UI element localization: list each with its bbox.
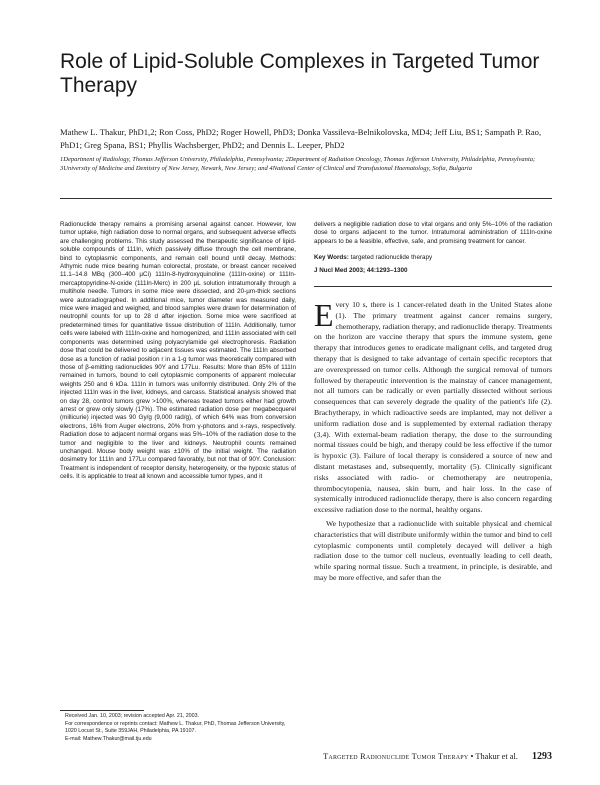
hypothesis-paragraph: We hypothesize that a radionuclide with suitable physical and chemical characteristics that will distribute uniformly within the tumor and bind to cell cytoplasmic components until completely decayed will deliver a high radiation dose to the tumor cell nucleus, eventually leading to cell death, while sparing normal tissue. Such a treatment, in principle, is desirable, and may be more effective, and safer than the: [314, 518, 552, 582]
citation: J Nucl Med 2003; 44:1293–1300: [314, 267, 408, 274]
affiliations: 1Department of Radiology, Thomas Jefferson University, Philadelphia, Pennsylvania; 2Department of Radiation Oncology, Thomas Jefferson University, Philadelphia, Pennsylvania; 3University of Medicine and Dentistry of New Jersey, Newark, New Jersey; and 4National Center of Clinical and Transfusional Haematology, Sofia, Bulgaria: [60, 156, 536, 172]
footnote-received: Received Jan. 10, 2003; revision accepted Apr. 21, 2003.: [65, 713, 199, 719]
running-footer-section: Targeted Radionuclide Tumor Therapy: [323, 752, 469, 761]
footnote-rule: [60, 710, 144, 711]
keywords-value: targeted radionuclide therapy: [350, 254, 433, 261]
abstract-left-column: Radionuclide therapy remains a promising arsenal against cancer. However, low tumor uptake, high radiation dose to normal organs, and subsequent adverse effects are challenging problems. This study assessed the therapeutic significance of lipid-soluble compounds of 111In, which passively diffuse through the cell membrane, bind to cytoplasmic components, and remain cell bound until decay. Methods: Athymic nude mice bearing human colorectal, prostate, or breast cancer received 11.1–14.8 MBq (300–400 µCi) 111In-8-hydroxyquinoline (111In-oxine) or 111In-mercaptopyridine-N-oxide (111In-Merc) in 200 µL solution intratumorally through a multihole needle. Tumors in some mice were dissected, and 20-µm-thick sections were autoradiographed. In additional mice, tumor diameter was measured daily, mice were imaged and weighed, and blood samples were drawn for determination of neutrophil counts for up to 28 d after injection. Some mice were sacrificed at predetermined times for quantitative tissue distribution of 111In. Additionally, tumor cells were labeled with 111In-oxine and homogenized, and 111In associated with cell components was determined using polyacrylamide gel electrophoresis. Radiation dose that could be delivered to adjacent tissues was estimated. The 111In absorbed dose as a function of radial position r in a 1-g tumor was theoretically compared with those of β-emitting radionuclides 90Y and 177Lu. Results: More than 85% of 111In remained in tumors, bound to cell cytoplasmic components of apparent molecular weights 250 and 6 kDa. 111In in tumors was uniformly distributed. Only 2% of the injected 111In was in the liver, kidneys, and carcass. Statistical analysis showed that on day 28, control tumors grew >100%, whereas treated tumors either had growth arrest or grew only slowly (17%). The estimated radiation dose per megabecquerel (millicurie) injected was 90 Gy/g (9,000 rad/g), of which 64% was from conversion electrons, 16% from Auger electrons, 20% from γ-photons and x-rays, respectively. Radiation dose to adjacent normal organs was 5%–10% of the radiation dose to the tumor and negligible to the liver and kidneys. Neutrophil counts remained unchanged. Mouse body weight was ±10% of the initial weight. The radiation dosimetry for 111In and 177Lu compared favorably, but not that of 90Y. Conclusion: Treatment is independent of receptor density, heterogeneity, or the hypoxic status of cells. It is applicable to treat all known and accessible tumor types, and it: [60, 221, 296, 481]
page-number: 1293: [532, 751, 552, 762]
abstract-right-column: delivers a negligible radiation dose to vital organs and only 5%–10% of the radiation dose to organs adjacent to the tumor. Intratumoral administration of 111In-oxine appears to be a feasible, effective, safe, and promising treatment for cancer.: [314, 221, 552, 245]
footnote: [60, 713, 296, 743]
footnote-email: E-mail: Mathew.Thakur@mail.tju.edu: [65, 735, 152, 742]
footnote-correspondence: For correspondence or reprints contact: Mathew L. Thakur, PhD, Thomas Jefferson University, 1020 Locust St., Suite 359JAH, Philadelphia, PA 19107.: [65, 720, 286, 735]
intro-paragraph-text: very 10 s, there is 1 cancer-related death in the United States alone (1). The primary treatment against cancer remains surgery, chemotherapy, radiation therapy, and radionuclide therapy. Treatments on the horizon are vaccine therapy that spurs the immune system, gene therapy that introduces genes to eradicate malignant cells, and targeted drug therapy that is designed to take advantage of certain specific receptors that are overexpressed on tumor cells. Although the surgical removal of tumors followed by therapeutic intervention is the mainstay of cancer management, not all tumors can be radically or even partially dissected without serious consequences that can severely degrade the quality of the patient's life (2). Brachytherapy, in which radioactive seeds are implanted, may not deliver a uniform radiation dose and is supplemented by external radiation therapy (3,4). With external-beam radiation therapy, the dose to the surrounding normal tissues could be high, and therapy could be less effective if the tumor is hypoxic (3). Failure of local therapy is considered a source of new and distant metastases and, subsequently, mortality (5). Clinically significant risks associated with radio- or chemotherapy are neutropenia, thrombocytopenia, nausea, skin burn, and hair loss. In the case of systemically introduced radionuclide therapy, there is also concern regarding excessive radiation dose to the normal, healthy organs.: [314, 300, 553, 515]
keywords: [314, 254, 552, 262]
article-title: Role of Lipid-Soluble Complexes in Targeted Tumor Therapy: [60, 50, 540, 97]
author-list: Mathew L. Thakur, PhD1,2; Ron Coss, PhD2; Roger Howell, PhD3; Donka Vassileva-Belnikolovska, MD4; Jeff Liu, BS1; Sampath P. Rao, PhD1; Greg Spana, BS1; Phyllis Wachsberger, PhD2; and Dennis L. Leeper, PhD2: [60, 127, 542, 150]
keywords-label: Key Words:: [314, 254, 349, 261]
body-text: [314, 297, 553, 584]
intro-paragraph: [314, 297, 553, 516]
running-footer-author: Thakur et al.: [475, 752, 518, 761]
drop-cap: E: [314, 297, 334, 333]
header-rule: [60, 198, 552, 199]
running-footer: [250, 752, 552, 762]
running-footer-separator: •: [470, 752, 474, 761]
abstract-rule: [314, 286, 552, 287]
